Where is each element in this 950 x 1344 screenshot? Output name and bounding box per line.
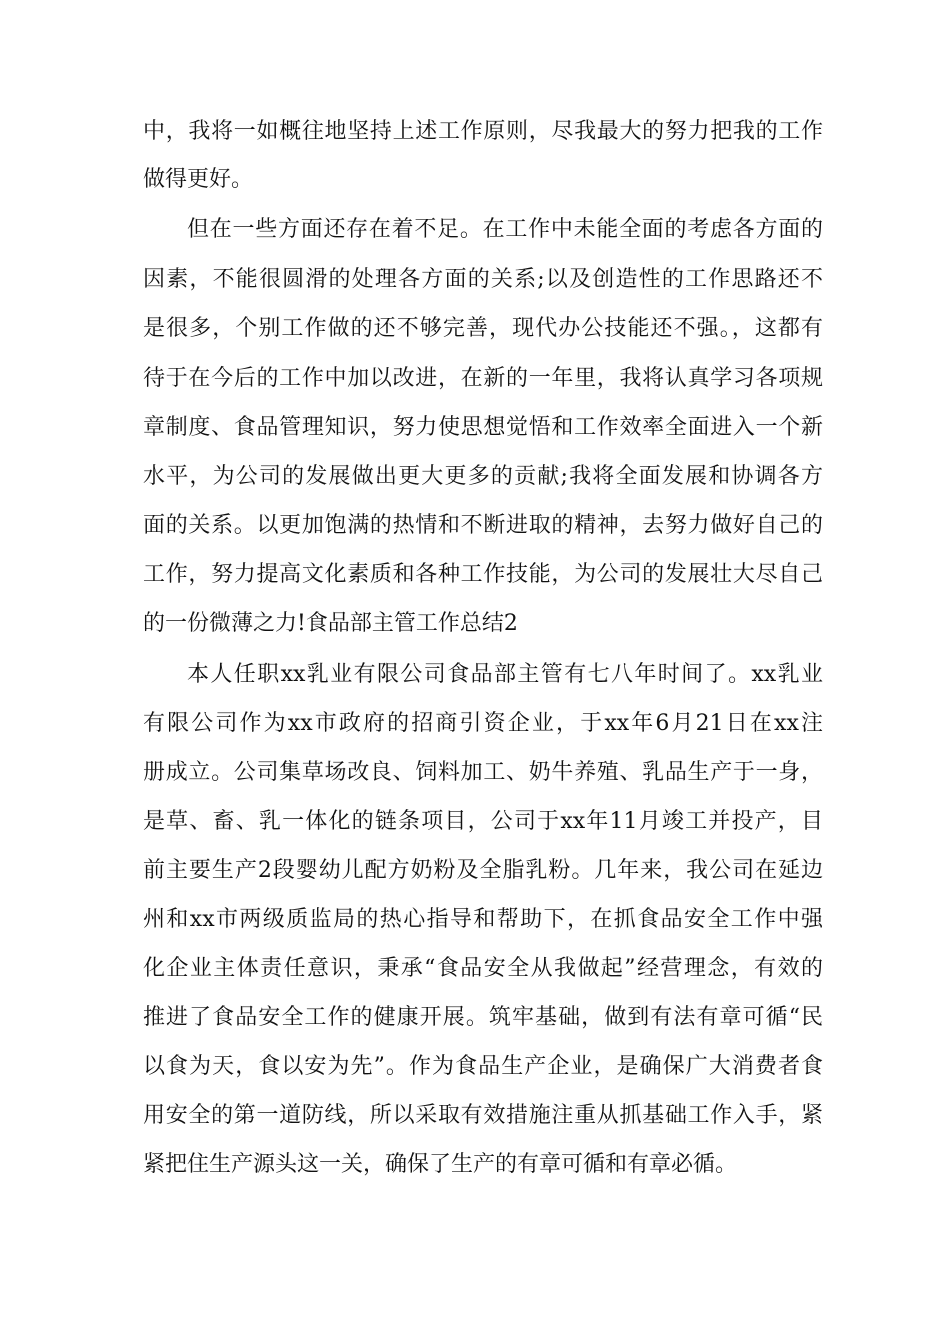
paragraph-3-line-10: 用安全的第一道防线，所以采取有效措施注重从抓基础工作入手，紧 — [143, 1103, 823, 1128]
paragraph-3-line-11: 紧把住生产源头这一关，确保了生产的有章可循和有章必循。 — [143, 1152, 738, 1177]
paragraph-2-line-2: 因素，不能很圆滑的处理各方面的关系;以及创造性的工作思路还不 — [143, 267, 823, 292]
paragraph-2-line-3: 是很多，个别工作做的还不够完善，现代办公技能还不强。，这都有 — [143, 316, 823, 341]
paragraph-2-line-1: 但在一些方面还存在着不足。在工作中未能全面的考虑各方面的 — [187, 217, 823, 242]
paragraph-2-line-6: 水平，为公司的发展做出更大更多的贡献;我将全面发展和协调各方 — [143, 464, 823, 489]
paragraph-3-line-2: 有限公司作为xx市政府的招商引资企业，于xx年6月21日在xx注 — [143, 711, 823, 736]
paragraph-1-line-1: 中，我将一如概往地坚持上述工作原则，尽我最大的努力把我的工作 — [143, 119, 823, 144]
paragraph-3-line-4: 是草、畜、乳一体化的链条项目，公司于xx年11月竣工并投产，目 — [143, 809, 823, 834]
paragraph-2-line-7: 面的关系。以更加饱满的热情和不断进取的精神，去努力做好自己的 — [143, 513, 823, 538]
paragraph-2-line-4: 待于在今后的工作中加以改进，在新的一年里，我将认真学习各项规 — [143, 366, 823, 391]
paragraph-3-line-8: 推进了食品安全工作的健康开展。筑牢基础，做到有法有章可循“民 — [143, 1005, 823, 1030]
paragraph-2-line-5: 章制度、食品管理知识，努力使思想觉悟和工作效率全面进入一个新 — [143, 415, 823, 440]
paragraph-1-line-2: 做得更好。 — [143, 167, 254, 192]
paragraph-2-line-8: 工作，努力提高文化素质和各种工作技能，为公司的发展壮大尽自己 — [143, 562, 823, 587]
paragraph-3-line-6: 州和xx市两级质监局的热心指导和帮助下，在抓食品安全工作中强 — [143, 907, 823, 932]
paragraph-3-line-7: 化企业主体责任意识，秉承“食品安全从我做起”经营理念，有效的 — [143, 956, 823, 981]
paragraph-3-line-3: 册成立。公司集草场改良、饲料加工、奶牛养殖、乳品生产于一身， — [143, 760, 823, 785]
paragraph-3-line-9: 以食为天，食以安为先”。作为食品生产企业，是确保广大消费者食 — [143, 1054, 823, 1079]
paragraph-3-line-5: 前主要生产2段婴幼儿配方奶粉及全脂乳粉。几年来，我公司在延边 — [143, 858, 823, 883]
paragraph-3-line-1: 本人任职xx乳业有限公司食品部主管有七八年时间了。xx乳业 — [187, 662, 823, 687]
paragraph-2-line-9: 的一份微薄之力!食品部主管工作总结2 — [143, 611, 518, 636]
